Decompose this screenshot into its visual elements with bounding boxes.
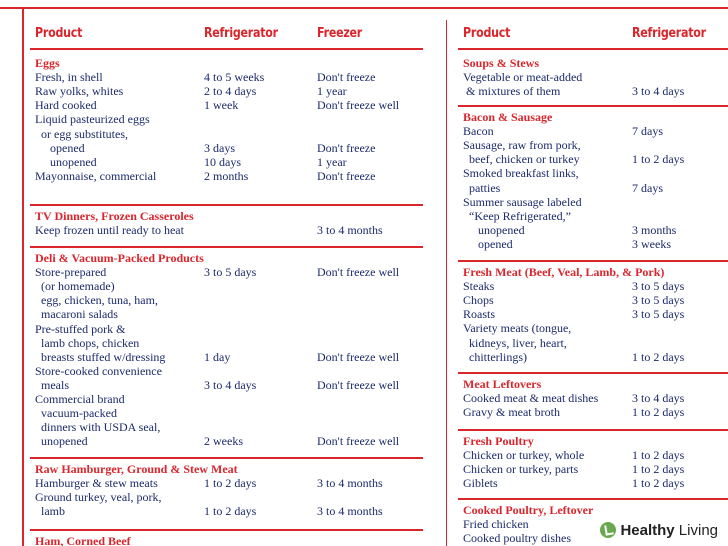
left-row-product: or egg substitutes,	[35, 126, 128, 141]
right-row-product: Summer sausage labeled	[463, 194, 582, 209]
left-row-product: Raw yolks, whites	[35, 84, 124, 99]
left-section-title: TV Dinners, Frozen Casseroles	[35, 209, 194, 223]
right-row-product: patties	[463, 180, 501, 195]
right-row-refrigerator: 1 to 2 days	[632, 476, 685, 491]
left-row-product: Fresh, in shell	[35, 70, 103, 85]
right-row-refrigerator: 3 weeks	[632, 236, 671, 251]
right-row-refrigerator: 3 to 5 days	[632, 279, 685, 294]
right-row-product: Bacon	[463, 124, 494, 139]
right-header-refrigerator: Refrigerator	[632, 25, 706, 41]
right-row-refrigerator: 7 days	[632, 180, 663, 195]
left-header-freezer: Freezer	[317, 25, 363, 41]
right-row-refrigerator: 3 to 5 days	[632, 307, 685, 322]
left-section-title: Raw Hamburger, Ground & Stew Meat	[35, 462, 238, 476]
left-row-refrigerator: 2 to 4 days	[204, 84, 257, 99]
right-section-rule	[458, 105, 728, 107]
left-section-title: Deli & Vacuum-Packed Products	[35, 251, 204, 265]
right-row-product: Smoked breakfast links,	[463, 166, 579, 181]
left-row-product: meals	[35, 377, 69, 392]
right-section-title: Meat Leftovers	[463, 377, 542, 391]
left-header-product: Product	[35, 25, 83, 41]
left-row-product: vacuum-packed	[35, 406, 117, 421]
left-row-refrigerator: 1 to 2 days	[204, 504, 257, 519]
left-row-product: unopened	[35, 434, 88, 449]
left-row-product: lamb	[35, 504, 65, 519]
left-row-refrigerator: 10 days	[204, 154, 241, 169]
left-row-product: Keep frozen until ready to heat	[35, 223, 184, 238]
checkmark-icon	[600, 522, 616, 538]
right-row-product: Chicken or turkey, whole	[463, 448, 585, 463]
left-section-rule	[30, 457, 423, 459]
left-row-refrigerator: 4 to 5 weeks	[204, 70, 265, 85]
right-row-product: Fried chicken	[463, 517, 529, 532]
left-row-product: Store-cooked convenience	[35, 363, 162, 378]
left-row-freezer: Don't freeze well	[317, 377, 400, 392]
left-row-refrigerator: 1 to 2 days	[204, 476, 257, 491]
right-row-product: Cooked meat & meat dishes	[463, 391, 599, 406]
right-section-rule	[458, 429, 728, 431]
right-row-refrigerator: 3 to 4 days	[632, 84, 685, 99]
left-row-product: dinners with USDA seal,	[35, 420, 161, 435]
left-row-product: Liquid pasteurized eggs	[35, 112, 150, 127]
right-section-rule	[458, 260, 728, 262]
right-row-refrigerator: 3 to 4 days	[632, 391, 685, 406]
right-section-title: Fresh Meat (Beef, Veal, Lamb, & Pork)	[463, 265, 665, 279]
left-row-product: opened	[35, 140, 85, 155]
right-header-product: Product	[463, 25, 511, 41]
left-row-product: egg, chicken, tuna, ham,	[35, 293, 158, 308]
right-row-product: Chicken or turkey, parts	[463, 462, 579, 477]
right-row-product: “Keep Refrigerated,”	[463, 208, 571, 223]
right-section-rule	[458, 372, 728, 374]
left-row-product: Pre-stuffed pork &	[35, 321, 126, 336]
right-row-refrigerator: 1 to 2 days	[632, 349, 685, 364]
right-row-refrigerator: 1 to 2 days	[632, 448, 685, 463]
right-section-title: Fresh Poultry	[463, 434, 534, 448]
left-row-product: Commercial brand	[35, 392, 125, 406]
right-row-product: Cooked poultry dishes	[463, 531, 571, 546]
left-row-product: Mayonnaise, commercial	[35, 168, 157, 183]
left-row-freezer: Don't freeze well	[317, 98, 400, 113]
left-row-freezer: Don't freeze	[317, 140, 376, 155]
right-row-product: beef, chicken or turkey	[463, 152, 580, 167]
right-header-rule	[458, 48, 728, 50]
right-row-refrigerator: 3 months	[632, 222, 677, 237]
left-row-refrigerator: 3 to 5 days	[204, 265, 257, 280]
right-row-product: chitterlings)	[463, 349, 527, 364]
left-row-freezer: 1 year	[317, 84, 347, 99]
left-row-product: Hard cooked	[35, 98, 97, 113]
left-row-product: breasts stuffed w/dressing	[35, 349, 166, 364]
left-row-freezer: Don't freeze well	[317, 434, 400, 449]
right-section-title: Cooked Poultry, Leftover	[463, 503, 594, 517]
left-row-refrigerator: 2 weeks	[204, 434, 243, 449]
right-row-product: opened	[463, 236, 513, 251]
right-row-product: unopened	[463, 222, 525, 237]
column-divider-rule	[446, 20, 447, 546]
right-section-title: Bacon & Sausage	[463, 110, 553, 124]
left-row-product: lamb chops, chicken	[35, 335, 140, 350]
left-row-product: Hamburger & stew meats	[35, 476, 158, 491]
left-row-freezer: 3 to 4 months	[317, 476, 383, 491]
right-row-product: Roasts	[463, 307, 496, 322]
left-row-product: unopened	[35, 154, 97, 169]
right-section-title: Soups & Stews	[463, 56, 540, 70]
left-section-title: Ham, Corned Beef	[35, 534, 131, 546]
right-row-product: kidneys, liver, heart,	[463, 335, 567, 350]
right-row-product: Giblets	[463, 476, 498, 491]
healthy-living-watermark	[596, 517, 724, 543]
left-row-freezer: 3 to 4 months	[317, 223, 383, 238]
left-row-freezer: Don't freeze	[317, 168, 376, 183]
left-row-product: Store-prepared	[35, 265, 107, 280]
right-row-refrigerator: 1 to 2 days	[632, 152, 685, 167]
right-row-product: Vegetable or meat-added	[463, 70, 583, 85]
left-row-refrigerator: 3 to 4 days	[204, 377, 257, 392]
left-row-refrigerator: 3 days	[204, 140, 235, 155]
left-row-product: (or homemade)	[35, 279, 115, 294]
right-row-product: Steaks	[463, 279, 495, 294]
left-row-freezer: Don't freeze well	[317, 349, 400, 364]
right-row-product: Sausage, raw from pork,	[463, 138, 581, 153]
right-section-rule	[458, 498, 728, 500]
right-row-product: Variety meats (tongue,	[463, 321, 572, 336]
left-row-freezer: Don't freeze	[317, 70, 376, 85]
left-header-rule	[30, 48, 423, 50]
left-row-refrigerator: 2 months	[204, 168, 249, 183]
left-section-title: Eggs	[35, 56, 60, 70]
left-row-refrigerator: 1 day	[204, 349, 231, 364]
top-rule	[0, 7, 728, 9]
left-section-rule	[30, 246, 423, 248]
left-section-rule	[30, 529, 423, 531]
right-row-refrigerator: 7 days	[632, 124, 663, 139]
right-row-product: Chops	[463, 293, 494, 308]
right-row-refrigerator: 3 to 5 days	[632, 293, 685, 308]
left-section-rule	[30, 204, 423, 206]
right-row-product: & mixtures of them	[463, 84, 561, 99]
left-row-freezer: Don't freeze well	[317, 265, 400, 280]
left-row-refrigerator: 1 week	[204, 98, 239, 113]
left-row-freezer: 1 year	[317, 154, 347, 169]
watermark-text: Healthy Living	[620, 521, 718, 539]
left-margin-rule	[22, 7, 24, 546]
left-row-product: macaroni salads	[35, 307, 118, 322]
right-row-refrigerator: 1 to 2 days	[632, 405, 685, 420]
right-row-product: Gravy & meat broth	[463, 405, 560, 420]
left-row-freezer: 3 to 4 months	[317, 504, 383, 519]
left-row-product: Ground turkey, veal, pork,	[35, 490, 162, 505]
left-header-refrigerator: Refrigerator	[204, 25, 278, 41]
right-row-refrigerator: 1 to 2 days	[632, 462, 685, 477]
